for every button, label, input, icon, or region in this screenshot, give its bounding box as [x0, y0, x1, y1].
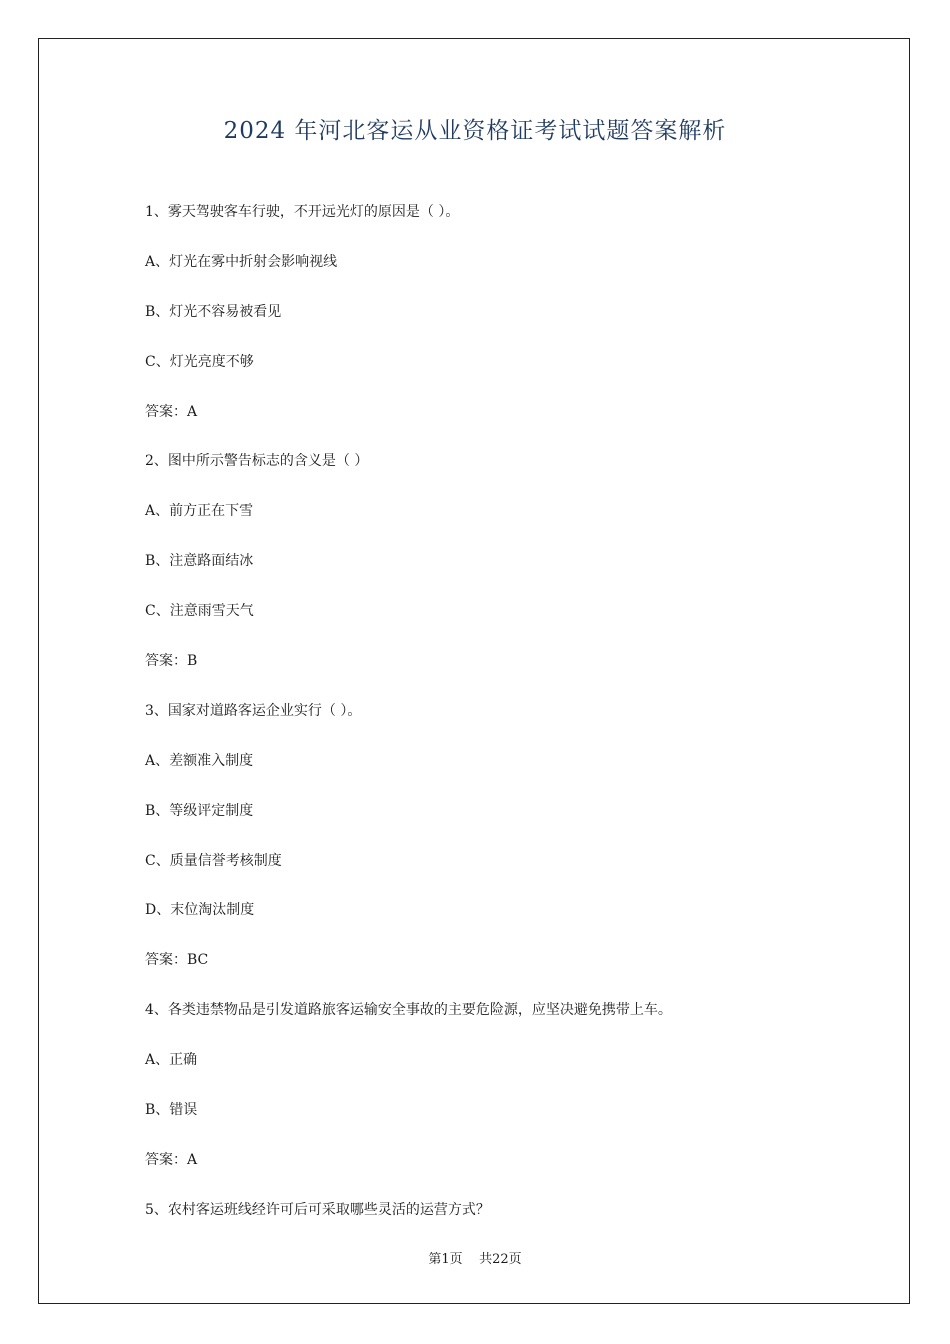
- question-1-answer: 答案：A: [145, 403, 198, 420]
- question-3-stem: 3、国家对道路客运企业实行（ ）。: [145, 702, 362, 719]
- question-2-option-a: A、前方正在下雪: [145, 503, 254, 520]
- question-4-option-a: A、正确: [145, 1052, 198, 1069]
- question-3-answer: 答案：BC: [145, 952, 209, 969]
- question-list: [145, 202, 845, 1250]
- question-1-option-c: C、灯光亮度不够: [145, 353, 254, 370]
- question-1-option-b: B、灯光不容易被看见: [145, 303, 282, 320]
- question-2-answer: 答案：B: [145, 653, 198, 670]
- question-3-option-c: C、质量信誉考核制度: [145, 852, 282, 869]
- question-4-answer: 答案：A: [145, 1151, 198, 1168]
- question-2-option-c: C、注意雨雪天气: [145, 603, 254, 620]
- page-number-footer: 第1页 共22页: [428, 1252, 522, 1267]
- question-4-option-b: B、错误: [145, 1102, 198, 1119]
- question-4-stem: 4、各类违禁物品是引发道路旅客运输安全事故的主要危险源，应坚决避免携带上车。: [145, 1002, 672, 1019]
- question-1-stem: 1、雾天驾驶客车行驶，不开远光灯的原因是（ ）。: [145, 204, 460, 220]
- question-2-stem: 2、图中所示警告标志的含义是（ ）: [145, 453, 369, 470]
- question-2-option-b: B、注意路面结冰: [145, 553, 254, 570]
- document-title: 2024 年河北客运从业资格证考试试题答案解析: [223, 118, 727, 144]
- question-1-option-a: A、灯光在雾中折射会影响视线: [145, 253, 338, 270]
- question-5-stem: 5、农村客运班线经许可后可采取哪些灵活的运营方式？: [145, 1201, 490, 1218]
- question-3-option-b: B、等级评定制度: [145, 802, 254, 819]
- question-3-option-d: D、末位淘汰制度: [145, 902, 255, 919]
- question-3-option-a: A、差额准入制度: [145, 752, 254, 769]
